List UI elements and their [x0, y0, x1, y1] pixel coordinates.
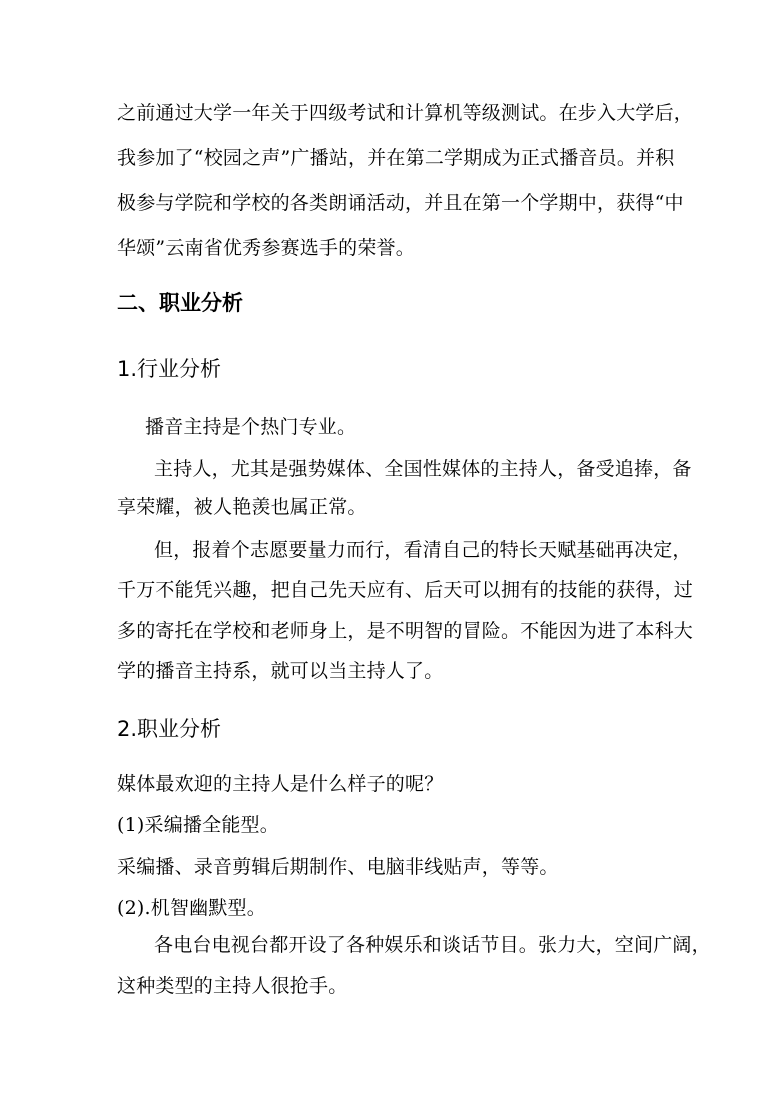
industry-line-6: 多的寄托在学校和老师身上，是不明智的冒险。不能因为进了本科大 [117, 620, 694, 642]
industry-line-2: 主持人，尤其是强势媒体、全国性媒体的主持人，备受追捧，备 [154, 458, 692, 480]
intro-line-4: 华颂”云南省优秀参赛选手的荣誉。 [117, 237, 415, 259]
career-list-item-2: (2).机智幽默型。 [117, 897, 266, 919]
career-line-3: 各电台电视台都开设了各种娱乐和谈话节目。张力大，空间广阔， [154, 934, 711, 956]
career-line-4: 这种类型的主持人很抢手。 [117, 975, 348, 997]
intro-line-1: 之前通过大学一年关于四级考试和计算机等级测试。在步入大学后， [117, 102, 694, 124]
industry-line-5: 千万不能凭兴趣，把自己先天应有、后天可以拥有的技能的获得，过 [117, 579, 694, 601]
intro-line-3: 极参与学院和学校的各类朗诵活动，并且在第一个学期中，获得“中 [117, 192, 684, 214]
intro-line-2: 我参加了“校园之声”广播站，并在第二学期成为正式播音员。并积 [117, 147, 675, 169]
subsection-title-career: 2.职业分析 [117, 717, 222, 741]
career-line-1: 媒体最欢迎的主持人是什么样子的呢？ [117, 773, 444, 795]
industry-line-1: 播音主持是个热门专业。 [145, 416, 357, 438]
section-title: 二、职业分析 [117, 290, 243, 315]
career-list-item-1: (1)采编播全能型。 [117, 814, 279, 836]
industry-line-4: 但，报着个志愿要量力而行，看清自己的特长天赋基础再决定， [154, 539, 692, 561]
industry-line-7: 学的播音主持系，就可以当主持人了。 [117, 660, 444, 682]
industry-line-3: 享荣耀，被人艳羡也属正常。 [117, 496, 367, 518]
subsection-title-industry: 1.行业分析 [117, 357, 222, 381]
career-line-2: 采编播、录音剪辑后期制作、电脑非线贴声，等等。 [117, 856, 559, 878]
